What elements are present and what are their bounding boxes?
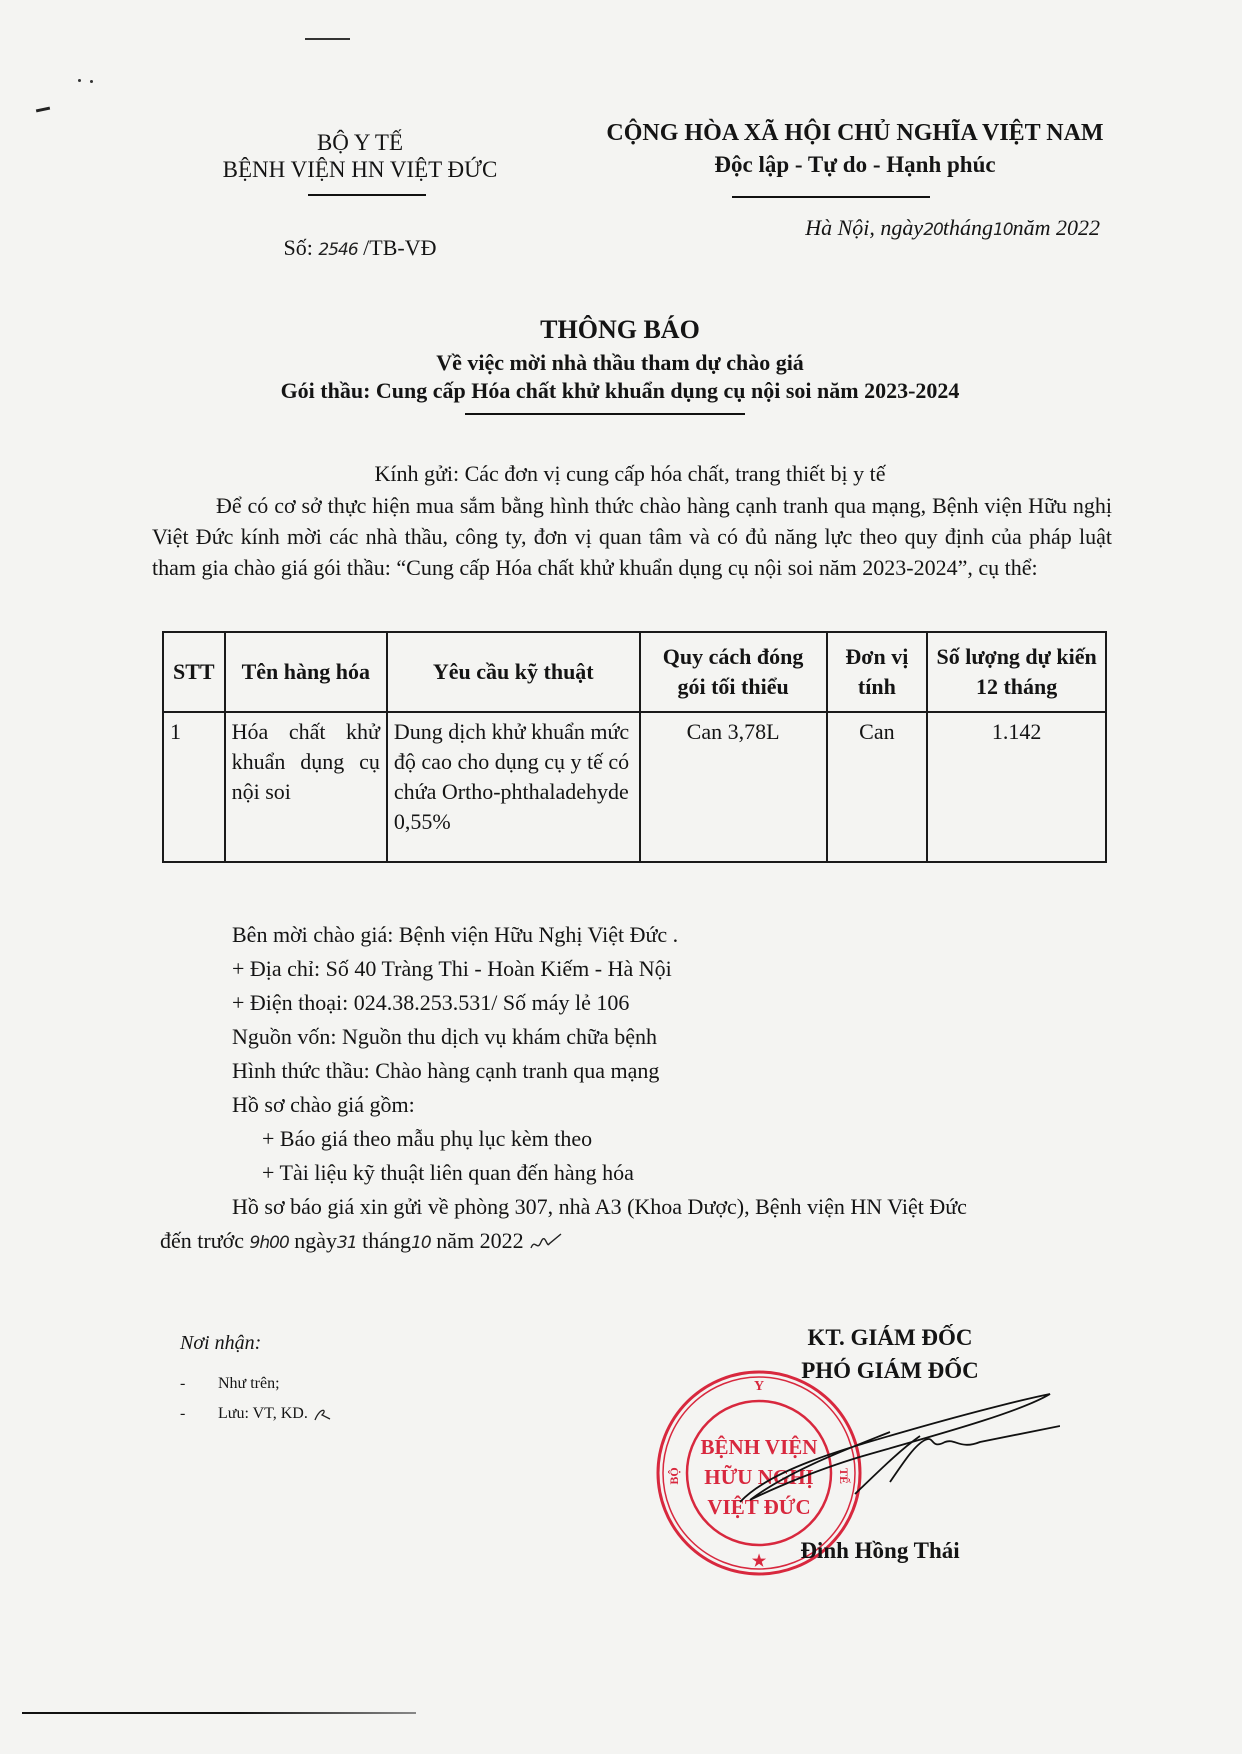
seal-star-icon: ★ — [751, 1553, 767, 1570]
org-underline — [308, 194, 426, 196]
doc-number-suffix: /TB-VĐ — [363, 235, 437, 260]
col-header-quantity: Số lượng dự kiến 12 tháng — [927, 632, 1106, 712]
seal-line-1: BỆNH VIỆN — [700, 1435, 818, 1459]
recipient-item — [180, 1375, 280, 1393]
date-year-label: năm 2022 — [1012, 215, 1100, 240]
seal-line-2: HỮU NGHỊ — [704, 1465, 814, 1489]
col-header-packaging: Quy cách đóng gói tối thiểu — [640, 632, 827, 712]
doc-number-handwritten: 2546 — [318, 240, 358, 260]
handwritten-signature-icon — [730, 1390, 1060, 1510]
cell-spec: Dung dịch khử khuẩn mức độ cao cho dụng cụ y tế có chứa Ortho-phthaladehyde 0,55% — [387, 712, 640, 862]
col-header-unit: Đơn vị tính — [827, 632, 928, 712]
bullet-dash: - — [180, 1405, 186, 1422]
deadline-time-handwritten: 9h00 — [249, 1233, 289, 1253]
address: + Địa chỉ: Số 40 Tràng Thi - Hoàn Kiếm - Hà Nội — [232, 956, 672, 981]
funding-source: Nguồn vốn: Nguồn thu dịch vụ khám chữa bệnh — [232, 1024, 657, 1049]
phone: + Điện thoại: 024.38.253.531/ Số máy lẻ 106 — [232, 990, 630, 1015]
seal-line-3: VIỆT ĐỨC — [707, 1495, 811, 1519]
salutation: Kính gửi: Các đơn vị cung cấp hóa chất, trang thiết bị y tế — [374, 461, 886, 486]
deadline-day-label: ngày — [294, 1228, 338, 1253]
document-title: THÔNG BÁO — [540, 315, 700, 344]
date-month-label: tháng — [942, 215, 993, 240]
signer-name: Đinh Hồng Thái — [800, 1538, 960, 1563]
seal-ring-top: Y — [753, 1379, 765, 1394]
table-row — [163, 712, 1106, 862]
recipient-text: Như trên; — [218, 1375, 280, 1392]
date-prefix: Hà Nội, ngày — [805, 215, 924, 240]
cell-name: Hóa chất khử khuẩn dụng cụ nội soi — [225, 712, 387, 862]
submission-location: Hồ sơ báo giá xin gửi về phòng 307, nhà A3 (Khoa Dược), Bệnh viện HN Việt Đức — [232, 1194, 967, 1219]
package-name: Gói thầu: Cung cấp Hóa chất khử khuẩn dụng cụ nội soi năm 2023-2024 — [280, 378, 960, 403]
seal-ring-right: TẾ — [837, 1467, 851, 1485]
footer-rule — [22, 1712, 416, 1714]
col-header-name: Tên hàng hóa — [225, 632, 387, 712]
cell-unit: Can — [827, 712, 928, 862]
hospital-name: BỆNH VIỆN HN VIỆT ĐỨC — [222, 157, 498, 182]
national-motto: Độc lập - Tự do - Hạnh phúc — [714, 152, 996, 177]
motto-underline — [732, 196, 930, 198]
document-number — [175, 235, 545, 261]
date-month-handwritten: 10 — [992, 220, 1013, 240]
table-header-row — [163, 632, 1106, 712]
deadline-month-label: tháng — [362, 1228, 412, 1253]
signer-role-primary: KT. GIÁM ĐỐC — [807, 1325, 973, 1350]
bidding-method: Hình thức thầu: Chào hàng cạnh tranh qua mạng — [232, 1058, 660, 1083]
document-subtitle: Về việc mời nhà thầu tham dự chào giá — [436, 350, 804, 375]
intro-paragraph: Để có cơ sở thực hiện mua sắm bằng hình thức chào hàng cạnh tranh qua mạng, Bệnh viện Hữu nghị Việt Đức kính mời các nhà thầu, công ty, đơn vị quan tâm và có đủ năng lực theo quy định của pháp luật tham gia chào giá gói thầu: “Cung cấp Hóa chất khử khuẩn dụng cụ nội soi năm 2023-2024”, cụ thể: — [152, 493, 1112, 580]
recipient-item — [180, 1405, 334, 1423]
seal-ring-left: BỘ — [667, 1467, 681, 1485]
submission-deadline — [160, 1226, 1040, 1258]
title-underline — [465, 413, 745, 415]
doc-number-prefix: Số: — [283, 235, 313, 260]
date-day-handwritten: 20 — [923, 220, 943, 240]
recipients-title-text: Nơi nhận: — [180, 1332, 262, 1354]
recipients-title — [180, 1332, 261, 1355]
inviting-party: Bên mời chào giá: Bệnh viện Hữu Nghị Việt Đức . — [232, 922, 679, 947]
deadline-day-handwritten: 31 — [337, 1233, 357, 1253]
signer-role-secondary: PHÓ GIÁM ĐỐC — [801, 1358, 979, 1383]
documents-item: + Tài liệu kỹ thuật liên quan đến hàng hóa — [262, 1160, 634, 1185]
nation-title: CỘNG HÒA XÃ HỘI CHỦ NGHĨA VIỆT NAM — [606, 120, 1104, 146]
cell-stt: 1 — [163, 712, 225, 862]
cell-packaging: Can 3,78L — [640, 712, 827, 862]
scan-speck — [78, 79, 81, 82]
ministry-name: BỘ Y TẾ — [316, 130, 404, 155]
scan-speck — [90, 80, 93, 83]
scan-mark — [36, 107, 50, 113]
deadline-year-label: năm 2022 — [436, 1228, 524, 1253]
documents-label: Hồ sơ chào giá gồm: — [232, 1092, 415, 1117]
col-header-stt: STT — [163, 632, 225, 712]
cell-quantity: 1.142 — [927, 712, 1106, 862]
goods-table — [162, 631, 1107, 863]
col-header-spec: Yêu cầu kỹ thuật — [387, 632, 640, 712]
recipient-text: Lưu: VT, KD. — [218, 1405, 308, 1422]
place-and-date — [680, 215, 1100, 241]
documents-item: + Báo giá theo mẫu phụ lục kèm theo — [262, 1126, 593, 1151]
bullet-dash: - — [180, 1375, 186, 1392]
deadline-month-handwritten: 10 — [411, 1233, 431, 1253]
initial-mark-icon — [312, 1405, 334, 1423]
initials-mark-icon — [529, 1232, 563, 1254]
deadline-prefix: đến trước — [160, 1228, 245, 1253]
scan-mark — [305, 38, 350, 40]
